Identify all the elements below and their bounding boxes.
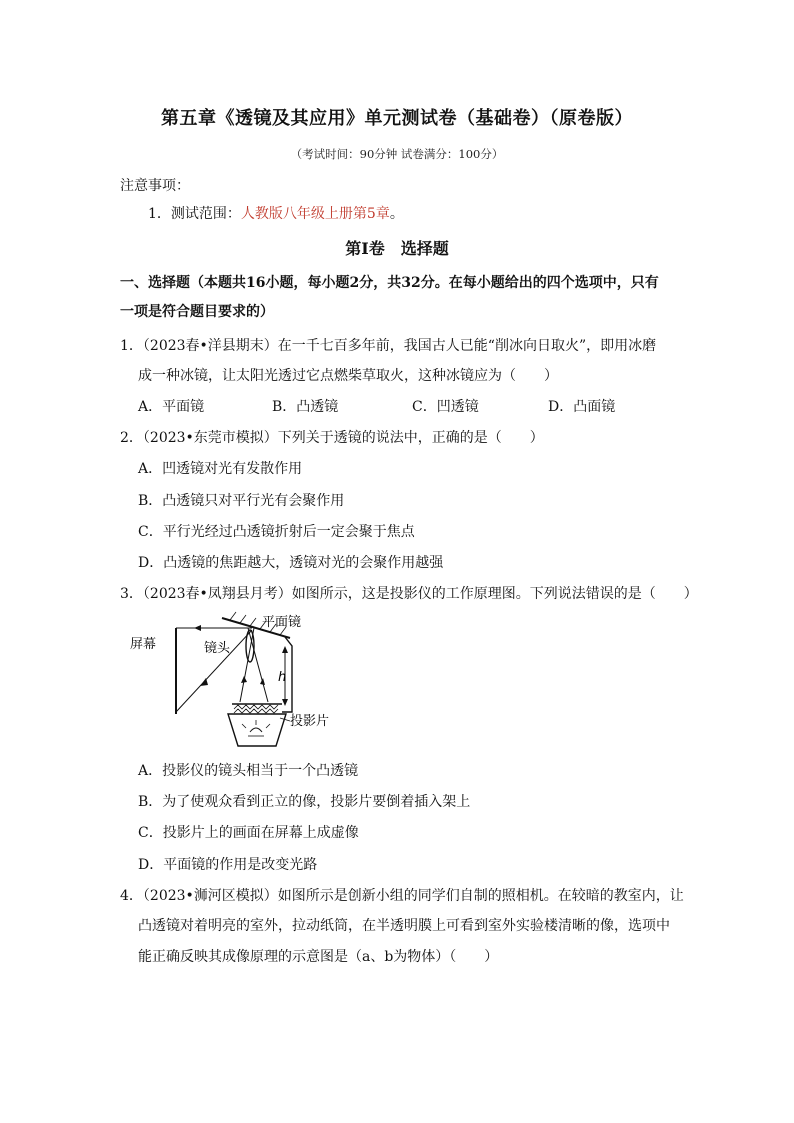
notes-item-1-suffix: 。	[389, 206, 404, 222]
notes-item-1	[148, 204, 404, 224]
question-3-option-d[interactable]: D．平面镜的作用是改变光路	[138, 857, 318, 873]
question-1-line1: 1．（2023春•洋县期末）在一千七百多年前，我国古人已能“削冰向日取火”，即用冰磨	[120, 338, 657, 354]
figure-label-slide: 投影片	[290, 714, 330, 729]
question-1-option-a[interactable]: A．平面镜	[138, 399, 205, 415]
part1-instructions-line2: 一项是符合题目要求的）	[120, 304, 274, 320]
question-2-option-b[interactable]: B．凸透镜只对平行光有会聚作用	[138, 493, 345, 509]
figure-label-h: h	[278, 670, 287, 685]
exam-title: 第五章《透镜及其应用》单元测试卷（基础卷）（原卷版）	[161, 108, 633, 129]
section-title: 第Ⅰ卷 选择题	[345, 239, 449, 258]
question-2-option-d[interactable]: D．凸透镜的焦距越大，透镜对光的会聚作用越强	[138, 555, 444, 571]
question-3-line1: 3．（2023春•凤翔县月考）如图所示，这是投影仪的工作原理图。下列说法错误的是（ ）	[120, 586, 698, 602]
question-3-option-c[interactable]: C．投影片上的画面在屏幕上成虚像	[138, 825, 359, 841]
figure-label-mirror: 平面镜	[262, 615, 302, 630]
notes-heading: 注意事项：	[120, 178, 190, 194]
question-1-option-d[interactable]: D．凸面镜	[548, 399, 616, 415]
question-1-line2: 成一种冰镜，让太阳光透过它点燃柴草取火，这种冰镜应为（ ）	[138, 368, 558, 384]
figure-label-lens: 镜头	[204, 641, 231, 656]
projector-diagram	[130, 606, 360, 754]
question-1-option-b[interactable]: B．凸透镜	[272, 399, 339, 415]
notes-item-1-prefix: 1．测试范围：	[148, 206, 241, 222]
question-3-option-a[interactable]: A．投影仪的镜头相当于一个凸透镜	[138, 763, 359, 779]
question-3-option-b[interactable]: B．为了使观众看到正立的像，投影片要倒着插入架上	[138, 794, 471, 810]
part1-instructions-line1: 一、选择题（本题共16小题，每小题2分，共32分。在每小题给出的四个选项中，只有	[120, 275, 659, 291]
question-2-line1: 2．（2023•东莞市模拟）下列关于透镜的说法中，正确的是（ ）	[120, 430, 544, 446]
question-1-option-c[interactable]: C．凹透镜	[412, 399, 479, 415]
question-4-line2: 凸透镜对着明亮的室外，拉动纸筒，在半透明膜上可看到室外实验楼清晰的像，选项中	[138, 918, 670, 934]
question-2-option-c[interactable]: C．平行光经过凸透镜折射后一定会聚于焦点	[138, 524, 415, 540]
figure-label-screen: 屏幕	[130, 637, 157, 652]
question-4-line3: 能正确反映其成像原理的示意图是（a、b为物体）（ ）	[138, 949, 499, 965]
question-2-option-a[interactable]: A．凹透镜对光有发散作用	[138, 461, 303, 477]
question-4-line1: 4．（2023•浉河区模拟）如图所示是创新小组的同学们自制的照相机。在较暗的教室内，让	[120, 888, 684, 904]
notes-item-1-highlight: 人教版八年级上册第5章	[240, 206, 390, 222]
exam-subtitle: （考试时间：90分钟 试卷满分：100分）	[290, 147, 504, 161]
